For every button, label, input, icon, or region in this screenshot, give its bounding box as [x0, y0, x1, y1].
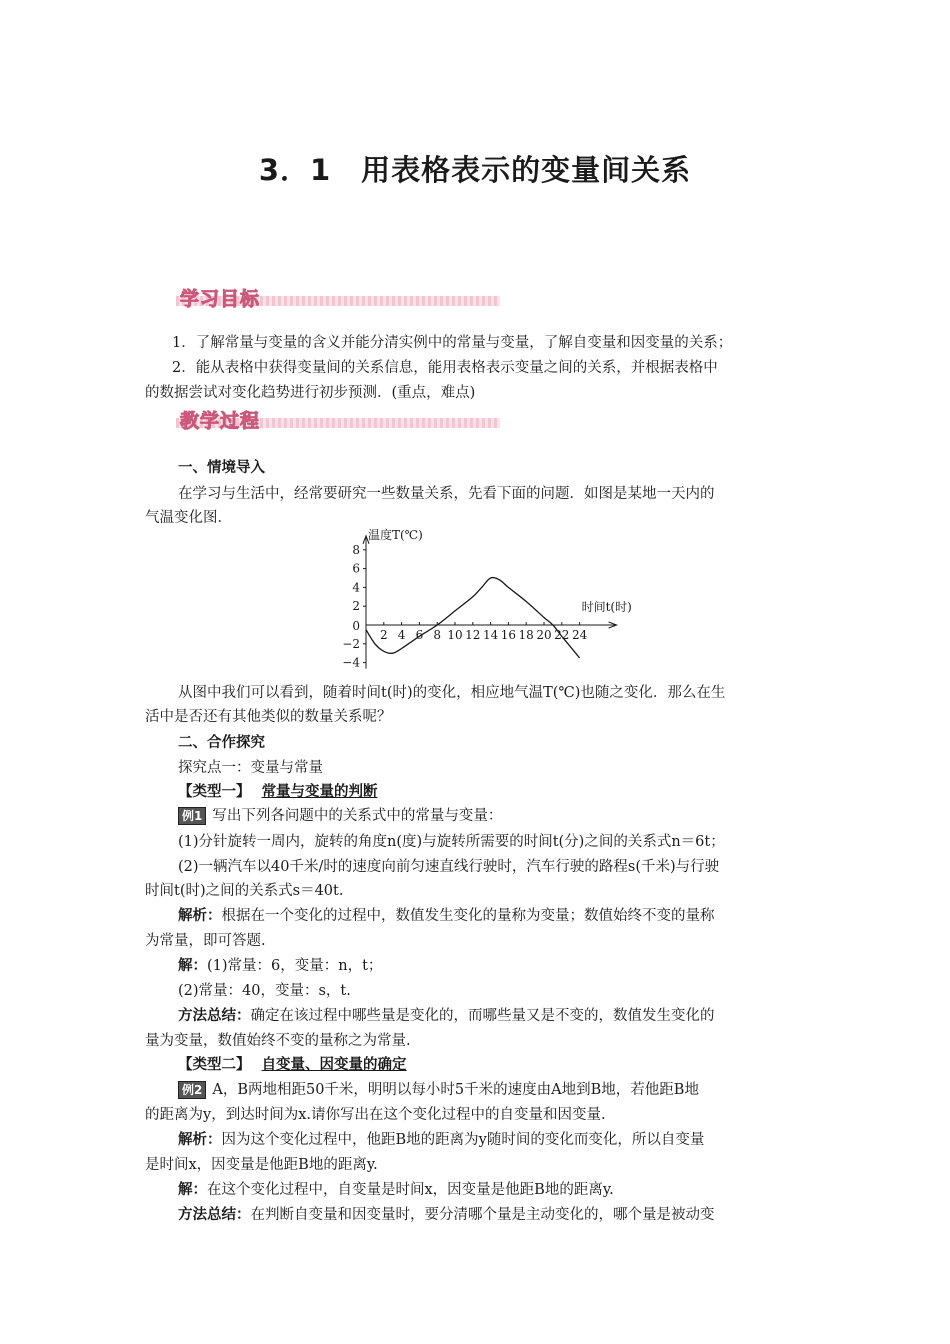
goal-2: 2．能从表格中获得变量间的关系信息，能用表格表示变量之间的关系，并根据表格中: [172, 360, 718, 376]
intro-line-2: 气温变化图．: [145, 510, 232, 526]
example-1-b-1: (2)一辆汽车以40千米/时的速度向前匀速直线行驶时，汽车行驶的路程s(千米)与行驶: [178, 859, 720, 875]
ex1-solution: [178, 956, 382, 976]
type2-label: 【类型二】: [178, 1057, 251, 1073]
x-axis-label: 时间t(时): [581, 600, 632, 614]
learning-goals-label: 学习目标: [180, 288, 261, 310]
type2-heading: [178, 1055, 407, 1075]
ex2-analysis-cont: 是时间x，因变量是他距B地的距离y.: [145, 1157, 378, 1173]
y-axis-label: 温度T(℃): [368, 528, 423, 542]
ex2-analysis: [178, 1130, 704, 1150]
example-1-a: (1)分针旋转一周内，旋转的角度n(度)与旋转所需要的时间t(分)之间的关系式n＝6t；: [178, 834, 725, 850]
x-tick-label: 24: [571, 628, 588, 642]
example-1-tag: 例1: [178, 807, 206, 825]
ex1-solution-label: 解：: [178, 958, 207, 974]
example-1: [178, 806, 502, 826]
type1-title: 常量与变量的判断: [261, 784, 378, 800]
teaching-process-banner: [176, 409, 500, 431]
y-tick-label: −4: [342, 655, 360, 670]
ex2-solution-text: 在这个变化过程中，自变量是时间x，因变量是他距B地的距离y.: [207, 1182, 614, 1198]
ex2-analysis-text: 因为这个变化过程中，他距B地的距离为y随时间的变化而变化，所以自变量: [221, 1132, 705, 1148]
type1-label: 【类型一】: [178, 784, 251, 800]
x-tick-label: 14: [482, 628, 499, 642]
chart-note-1: 从图中我们可以看到，随着时间t(时)的变化，相应地气温T(℃)也随之变化．那么在生: [178, 685, 726, 701]
y-tick-label: 2: [352, 599, 360, 614]
y-tick-label: 4: [352, 580, 360, 595]
y-tick-label: −2: [342, 636, 360, 651]
example-1-b-2: 时间t(时)之间的关系式s＝40t.: [145, 883, 344, 899]
x-tick-label: 6: [415, 628, 424, 642]
x-tick-label: 22: [554, 628, 570, 642]
example-2-tag: 例2: [178, 1081, 206, 1099]
ex1-analysis-text: 根据在一个变化的过程中，数值发生变化的量称为变量；数值始终不变的量称: [221, 908, 715, 924]
example-1-text: 写出下列各问题中的关系式中的常量与变量：: [212, 808, 503, 824]
ex2-summary-text: 在判断自变量和因变量时，要分清哪个量是主动变化的，哪个量是被动变: [250, 1207, 715, 1223]
ex1-summary-cont: 量为变量，数值始终不变的量称之为常量.: [145, 1033, 411, 1049]
ex1-summary-text: 确定在该过程中哪些量是变化的，而哪些量又是不变的，数值发生变化的: [250, 1008, 715, 1024]
x-tick-label: 2: [379, 628, 388, 642]
x-tick-label: 8: [433, 628, 442, 642]
ex2-analysis-label: 解析：: [178, 1132, 222, 1148]
ex1-solution-2: (2)常量：40，变量：s，t.: [178, 983, 351, 999]
ex2-solution: [178, 1180, 614, 1200]
example-2-cont: 的距离为y，到达时间为x.请你写出在这个变化过程中的自变量和因变量.: [145, 1107, 606, 1123]
type1-heading: [178, 782, 378, 802]
x-tick-label: 20: [536, 628, 552, 642]
x-tick-label: 4: [397, 628, 406, 642]
ex2-summary: [178, 1205, 715, 1225]
intro-line-1: 在学习与生活中，经常要研究一些数量关系，先看下面的问题．如图是某地一天内的: [178, 486, 715, 502]
ex1-analysis-label: 解析：: [178, 908, 222, 924]
type2-title: 自变量、因变量的确定: [261, 1057, 407, 1073]
ex1-summary-label: 方法总结：: [178, 1008, 251, 1024]
teaching-process-label: 教学过程: [180, 410, 261, 432]
goal-1: 1．了解常量与变量的含义并能分清实例中的常量与变量，了解自变量和因变量的关系；: [172, 335, 733, 351]
ex1-analysis: [178, 906, 715, 926]
ex2-summary-label: 方法总结：: [178, 1207, 251, 1223]
temperature-chart: [330, 522, 650, 670]
ex1-summary: [178, 1006, 715, 1026]
temperature-curve: [366, 578, 580, 658]
learning-goals-banner: [176, 287, 500, 309]
ex2-solution-label: 解：: [178, 1182, 207, 1198]
x-tick-label: 10: [447, 628, 463, 642]
ex1-analysis-cont: 为常量，即可答题.: [145, 933, 266, 949]
x-tick-label: 12: [465, 628, 481, 642]
ex1-solution-text: (1)常量：6，变量：n，t；: [207, 958, 383, 974]
y-tick-label: 6: [352, 561, 360, 576]
section1-heading: 一、情境导入: [178, 460, 265, 476]
y-tick-label: 8: [352, 542, 360, 557]
example-2: [178, 1080, 699, 1100]
x-tick-label: 16: [500, 628, 517, 642]
goal-2-cont: 的数据尝试对变化趋势进行初步预测．(重点，难点): [145, 385, 476, 401]
x-tick-label: 18: [518, 628, 534, 642]
chart-ticks: [342, 543, 587, 670]
section2-heading: 二、合作探究: [178, 735, 265, 751]
chart-note-2: 活中是否还有其他类似的数量关系呢？: [145, 709, 392, 725]
origin-label: 0: [352, 619, 360, 633]
page-title: 3．1 用表格表示的变量间关系: [258, 153, 692, 187]
example-2-text: A，B两地相距50千米，明明以每小时5千米的速度由A地到B地，若他距B地: [212, 1082, 699, 1098]
explore-point-1: 探究点一：变量与常量: [178, 760, 323, 776]
